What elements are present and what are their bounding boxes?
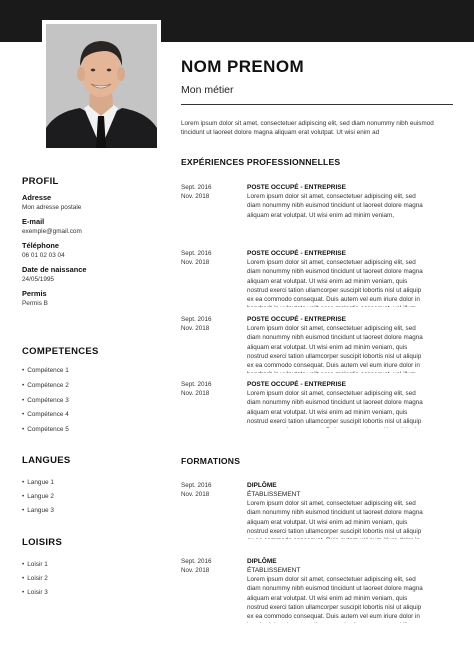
experience-content [247, 315, 425, 373]
experience-date: Sept. 2016 Nov. 2018 [181, 184, 212, 200]
job-title: Mon métier [181, 84, 234, 96]
loisirs-heading: LOISIRS [22, 537, 63, 548]
langue-item: • Langue 1 [22, 479, 162, 493]
experience-description: Lorem ipsum dolor sit amet, consectetuer adipiscing elit, sed diam nonummy nibh euismod tincidunt ut laoreet dolore magna aliquam erat volutpat. Ut wisi enim ad minim veniam, quis nostrud exerci tation ullamcorper suscipit lobortis nisl ut aliquip ex ea commodo consequat. Duis autem vel eum iriure dolor in [247, 325, 423, 370]
experience-title: POSTE OCCUPÉ - ENTREPRISE [247, 316, 346, 323]
experience-title: POSTE OCCUPÉ - ENTREPRISE [247, 250, 346, 257]
experience-description: Lorem ipsum dolor sit amet, consectetuer adipiscing elit, sed diam nonummy nibh euismod tincidunt ut laoreet dolore magna aliquam erat volutpat. Ut wisi enim ad minim veniam, quis nostrud exerci tation ullamcorper suscipit lobortis nisl ut aliquip ex ea commodo consequat. Duis autem vel eum iriure dolor in [247, 259, 423, 304]
formation-description: Lorem ipsum dolor sit amet, consectetuer adipiscing elit, sed diam nonummy nibh euismod tincidunt ut laoreet dolore magna aliquam erat volutpat. Ut wisi enim ad minim veniam, quis nostrud exerci tation ullamcorper suscipit lobortis nisl ut aliquip ex ea commodo consequat. Duis autem vel eum iriure dolor in [247, 576, 423, 621]
profil-field-birthdate [22, 265, 162, 283]
header-divider [181, 104, 453, 105]
profil-field-address [22, 193, 162, 211]
experience-description: Lorem ipsum dolor sit amet, consectetuer adipiscing elit, sed diam nonummy nibh euismod tincidunt ut laoreet dolore magna aliquam erat volutpat. Ut wisi enim ad minim veniam, [247, 193, 423, 219]
profil-field-license [22, 289, 162, 307]
formation-date: Sept. 2016 Nov. 2018 [181, 558, 212, 574]
experience-title: POSTE OCCUPÉ - ENTREPRISE [247, 381, 346, 388]
competence-item: • Compétence 5 [22, 426, 162, 441]
profil-value: Mon adresse postale [22, 204, 82, 211]
formations-heading: FORMATIONS [181, 456, 241, 466]
profile-photo-frame [42, 20, 161, 152]
formation-school: ÉTABLISSEMENT [247, 567, 301, 574]
profil-value: exemple@gmail.com [22, 228, 82, 235]
profil-value: 24/05/1995 [22, 276, 54, 283]
profil-label: Téléphone [22, 241, 59, 250]
experience-content [247, 183, 425, 220]
competences-list [22, 367, 162, 441]
formation-title: DIPLÔME [247, 558, 277, 565]
experience-entry [181, 380, 453, 428]
experience-description: Lorem ipsum dolor sit amet, consectetuer adipiscing elit, sed diam nonummy nibh euismod tincidunt ut laoreet dolore magna aliquam erat volutpat. Ut wisi enim ad minim veniam, quis nostrud exerci tation ullamcorper suscipit lobortis nisl ut aliquip [247, 390, 423, 425]
profil-label: Adresse [22, 193, 52, 202]
intro-text: Lorem ipsum dolor sit amet, consectetuer adipiscing elit, sed diam nonummy nibh euismod tincidunt ut laoreet dolore magna aliquam erat volutpat. Ut wisi enim ad [181, 120, 434, 136]
formation-school: ÉTABLISSEMENT [247, 491, 301, 498]
experience-date: Sept. 2016 Nov. 2018 [181, 381, 212, 397]
experience-content [247, 380, 425, 428]
profil-value: Permis B [22, 300, 48, 307]
competence-item: • Compétence 3 [22, 397, 162, 412]
loisirs-section [22, 537, 162, 602]
langues-section [22, 455, 162, 520]
competences-section [22, 346, 162, 441]
competences-heading: COMPETENCES [22, 346, 99, 357]
formation-content [247, 481, 425, 539]
formation-entry [181, 557, 453, 623]
experience-entry [181, 315, 453, 373]
profil-label: Date de naissance [22, 265, 87, 274]
experiences-heading: EXPÉRIENCES PROFESSIONNELLES [181, 157, 341, 167]
experience-date: Sept. 2016 Nov. 2018 [181, 250, 212, 266]
experience-content [247, 249, 425, 307]
competence-item: • Compétence 2 [22, 382, 162, 397]
loisir-item: • Loisir 3 [22, 589, 162, 603]
formation-description: Lorem ipsum dolor sit amet, consectetuer adipiscing elit, sed diam nonummy nibh euismod tincidunt ut laoreet dolore magna aliquam erat volutpat. Ut wisi enim ad minim veniam, quis nostrud exerci tation ullamcorper suscipit lobortis nisl ut aliquip [247, 500, 423, 535]
formation-date: Sept. 2016 Nov. 2018 [181, 482, 212, 498]
candidate-name: NOM PRENOM [181, 57, 304, 76]
loisir-item: • Loisir 1 [22, 561, 162, 575]
profil-label: E-mail [22, 217, 45, 226]
profil-heading: PROFIL [22, 176, 59, 187]
langue-item: • Langue 2 [22, 493, 162, 507]
formation-entry [181, 481, 453, 539]
competence-item: • Compétence 4 [22, 411, 162, 426]
loisir-item: • Loisir 2 [22, 575, 162, 589]
langue-item: • Langue 3 [22, 507, 162, 521]
competence-item: • Compétence 1 [22, 367, 162, 382]
profil-field-phone [22, 241, 162, 259]
profil-value: 06 01 02 03 04 [22, 252, 65, 259]
langues-heading: LANGUES [22, 455, 71, 466]
profile-photo [46, 24, 157, 148]
formation-content [247, 557, 425, 623]
profil-section [22, 176, 162, 307]
experience-entry [181, 183, 453, 233]
langues-list [22, 479, 162, 520]
experience-title: POSTE OCCUPÉ - ENTREPRISE [247, 184, 346, 191]
profil-label: Permis [22, 289, 47, 298]
experience-entry [181, 249, 453, 307]
formation-title: DIPLÔME [247, 482, 277, 489]
experience-date: Sept. 2016 Nov. 2018 [181, 316, 212, 332]
loisirs-list [22, 561, 162, 602]
profil-field-email [22, 217, 162, 235]
